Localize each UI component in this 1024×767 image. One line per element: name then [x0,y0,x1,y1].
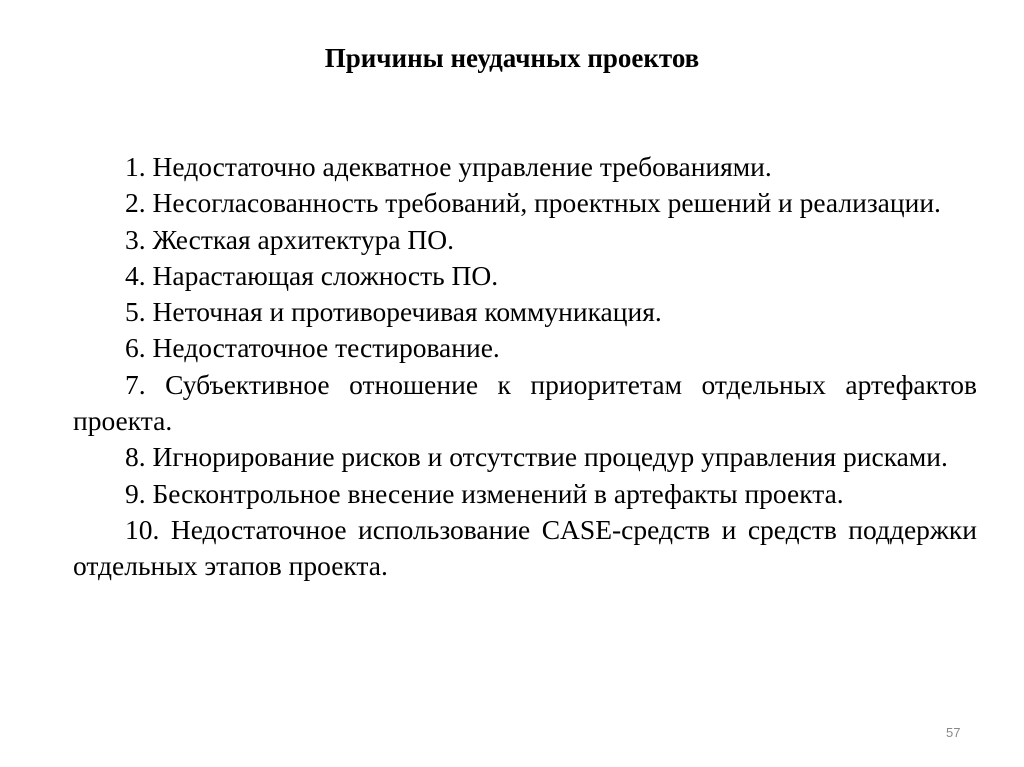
list-item: 3. Жесткая архитектура ПО. [125,223,455,255]
list-item: 10. Недостаточное использование CASE-средств и средств поддержки отдельных этапов проекта. [73,513,977,582]
list-item: 7. Субъективное отношение к приоритетам отдельных артефактов проекта. [73,368,977,437]
list-item: 8. Игнорирование рисков и отсутствие процедур управления рисками. [125,441,948,473]
list-item: 4. Нарастающая сложность ПО. [125,259,499,291]
list-item: 2. Несогласованность требований, проектных решений и реализации. [125,187,941,219]
list-item: 6. Недостаточное тестирование. [125,332,500,364]
list-item: 1. Недостаточно адекватное управление требованиями. [125,151,772,182]
slide-title: Причины неудачных проектов [324,43,700,73]
list-item: 5. Неточная и противоречивая коммуникация. [125,296,662,328]
list-item: 9. Бесконтрольное внесение изменений в артефакты проекта. [125,477,844,509]
reasons-list [73,149,977,585]
page-number: 57 [946,725,961,740]
